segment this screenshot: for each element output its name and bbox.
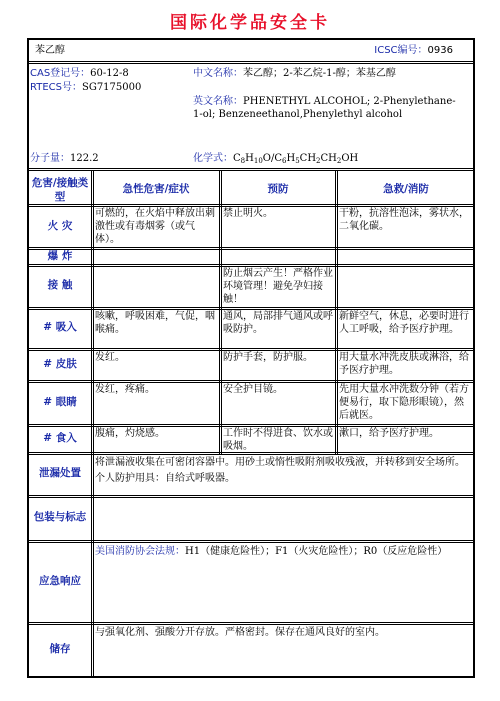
icsc-number bbox=[374, 45, 453, 57]
card-title: 国际化学品安全卡 bbox=[170, 13, 330, 33]
english-name-cont: 1-ol; Benzeneethanol,Phenylethyl alcohol bbox=[193, 109, 403, 120]
divider bbox=[219, 170, 222, 454]
row-label-skin: # 皮肤 bbox=[43, 358, 77, 370]
skin-hazard: 发红。 bbox=[95, 352, 125, 363]
divider bbox=[335, 170, 338, 454]
contact-prevention: 防止烟云产生！严格作业环境管理！避免孕妇接触！ bbox=[223, 268, 333, 305]
row-label-spill: 泄漏处置 bbox=[39, 467, 81, 479]
divider bbox=[29, 622, 473, 625]
english-name: 英文名称：PHENETHYL ALCOHOL; 2-Phenylethane- bbox=[193, 96, 456, 107]
chemical-name: 苯乙醇 bbox=[35, 45, 65, 56]
row-label-storage: 储存 bbox=[49, 643, 71, 655]
skin-prevention: 防护手套，防护服。 bbox=[223, 352, 313, 363]
formula-value: $C_8H_{10}O/C_6H_5CH_2CH_2OH$ bbox=[233, 153, 359, 165]
cas-number: CAS登记号：60-12-8 bbox=[30, 68, 129, 79]
ingestion-prevention: 工作时不得进食、饮水或吸烟。 bbox=[223, 428, 333, 452]
divider bbox=[29, 247, 473, 250]
ingestion-hazard: 腹痛，灼烧感。 bbox=[95, 428, 165, 439]
eyes-aid: 先用大量水冲洗数分钟（若方便易行，取下隐形眼镜），然后就医。 bbox=[339, 384, 469, 421]
icsc-value: 0936 bbox=[427, 45, 453, 56]
inhalation-prevention: 通风，局部排气通风或呼吸防护。 bbox=[223, 311, 333, 335]
fire-prevention: 禁止明火。 bbox=[223, 208, 273, 219]
rtecs-number: RTECS号：SG7175000 bbox=[30, 82, 142, 93]
divider bbox=[91, 170, 94, 678]
storage-text: 与强氧化剂、强酸分开存放。严格密封。保存在通风良好的室内。 bbox=[95, 627, 385, 638]
inhalation-aid: 新鲜空气，休息，必要时进行人工呼吸，给予医疗护理。 bbox=[339, 311, 469, 335]
fire-hazard: 可燃的，在火焰中释放出刺激性或有毒烟雾（或气体）。 bbox=[95, 208, 215, 245]
chemical-formula: 化学式：$C_8H_{10}O/C_6H_5CH_2CH_2OH$ bbox=[193, 153, 359, 165]
row-label-eyes: # 眼睛 bbox=[43, 396, 77, 408]
col-header-hazard: 急性危害/症状 bbox=[122, 183, 190, 195]
row-label-ingestion: # 食入 bbox=[43, 432, 77, 444]
eyes-hazard: 发红，疼痛。 bbox=[95, 384, 155, 395]
inhalation-hazard: 咳嗽，呼吸困难，气促，咽喉痛。 bbox=[95, 311, 215, 335]
divider bbox=[29, 168, 473, 171]
safety-card bbox=[27, 38, 475, 678]
chinese-name: 中文名称：苯乙醇；2-苯乙烷-1-醇；苯基乙醇 bbox=[193, 68, 396, 79]
row-label-contact: 接 触 bbox=[47, 279, 73, 291]
row-label-explosion: 爆 炸 bbox=[47, 250, 73, 262]
skin-aid: 用大量水冲洗皮肤或淋浴，给予医疗护理。 bbox=[339, 352, 469, 376]
icsc-label: ICSC编号： bbox=[374, 45, 428, 56]
ingestion-aid: 漱口，给予医疗护理。 bbox=[339, 428, 439, 439]
col-header-aid: 急救/消防 bbox=[383, 183, 429, 195]
spill-text: 将泄漏液收集在可密闭容器中。用砂土或惰性吸附剂吸收残液，并转移到安全场所。个人防护用具：自给式呼吸器。 bbox=[95, 457, 465, 484]
row-label-emergency: 应急响应 bbox=[39, 575, 81, 587]
row-label-fire: 火 灾 bbox=[47, 220, 73, 232]
divider bbox=[29, 61, 473, 64]
row-label-packaging: 包装与标志 bbox=[33, 511, 87, 523]
emergency-text: 美国消防协会法规：H1（健康危险性）；F1（火灾危险性）；R0（反应危险性） bbox=[95, 546, 448, 557]
fire-aid: 干粉，抗溶性泡沫，雾状水，二氧化碳。 bbox=[339, 208, 469, 232]
molecular-weight: 分子量：122.2 bbox=[30, 153, 99, 164]
row-label-inhalation: # 吸入 bbox=[43, 321, 77, 333]
divider bbox=[29, 495, 473, 498]
eyes-prevention: 安全护目镜。 bbox=[223, 384, 283, 395]
col-header-prevention: 预防 bbox=[267, 183, 289, 195]
divider bbox=[29, 540, 473, 543]
col-header-type: 危害/接触类型 bbox=[31, 177, 89, 203]
